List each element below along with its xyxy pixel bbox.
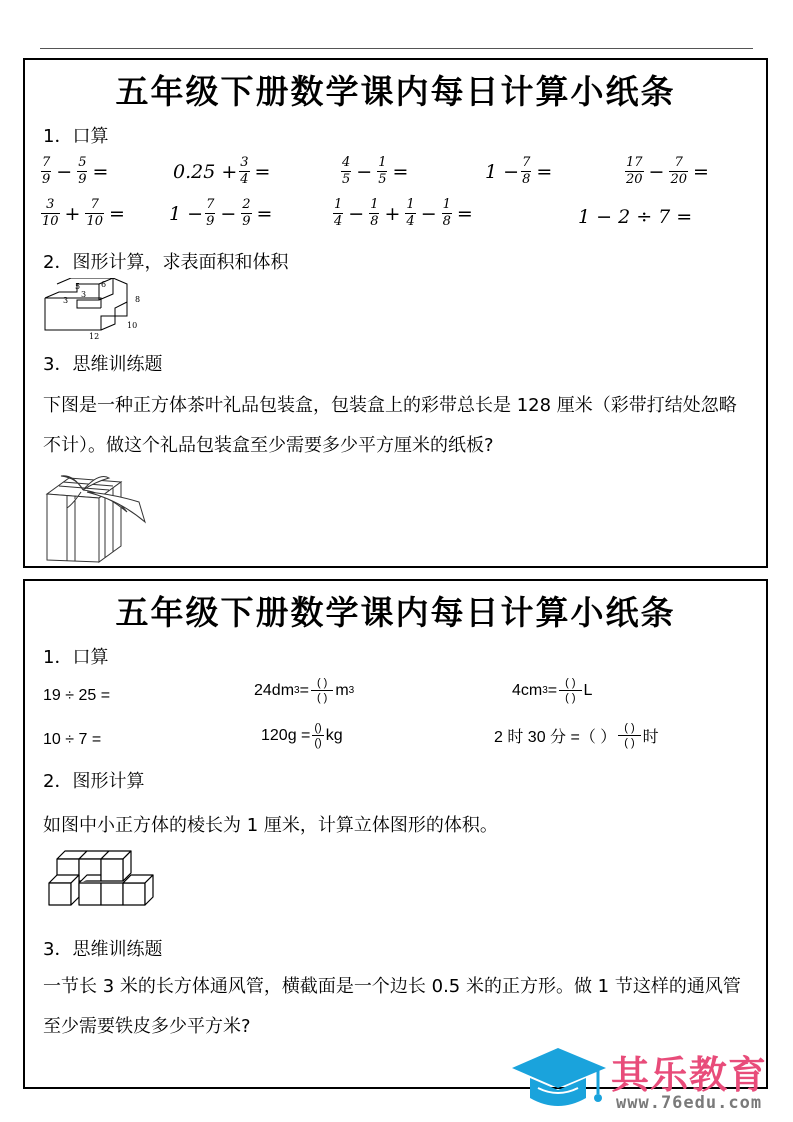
oral-problem-d1: 10 ÷ 7 = <box>43 731 102 748</box>
unit-conversion-c2: 24dm 3 = $\frac{( )}{( )}$ m 3 <box>254 677 355 704</box>
brand-url: www.76edu.com <box>616 1093 763 1113</box>
section-oral-heading: 1．口算 <box>43 647 109 668</box>
oral-problem-b2: 1 − $\frac{7}{9}$ − $\frac{2}{9}$ = <box>169 197 273 229</box>
problem-text: 下图是一种正方体茶叶礼品包装盒，包装盒上的彩带总长是 128 厘米（彩带打结处忽略不计）。做这个礼品包装盒至少需要多少平方厘米的纸板? <box>43 395 737 456</box>
unit-conversion-c3: 4cm 3 = $\frac{( )}{( )}$ L <box>512 677 593 704</box>
oral-problem-a2: 0.25 + $\frac{3}{4}$ = <box>173 155 271 187</box>
section-figure-heading: 2．图形计算 <box>43 771 145 792</box>
section-thinking-heading: 3．思维训练题 <box>43 939 163 960</box>
oral-problem-a1: $\frac{7}{9}$ − $\frac{5}{9}$ = <box>42 155 109 187</box>
figure-description: 如图中小正方体的棱长为 1 厘米，计算立体图形的体积。 <box>43 815 498 836</box>
oral-problem-a3: $\frac{4}{5}$ − $\frac{1}{5}$ = <box>342 155 409 187</box>
worksheet-card-1 <box>23 58 768 568</box>
brand-logo <box>508 1040 788 1120</box>
fig-label: 3 <box>81 290 87 299</box>
oral-problem-b3: $\frac{1}{4}$ − $\frac{1}{8}$ + $\frac{1}{4}$ − $\frac{1}{8}$ = <box>334 197 473 229</box>
stepped-solid-figure <box>39 278 149 340</box>
worksheet-card-2 <box>23 579 768 1089</box>
unit-conversion-d3: 2 时 30 分 =（ ） $\frac{( )}{( )}$ 时 <box>494 722 659 749</box>
gift-box-figure <box>43 472 153 564</box>
fig-label: 8 <box>135 295 141 304</box>
fig-label: 3 <box>63 296 69 305</box>
card-title: 五年级下册数学课内每日计算小纸条 <box>115 593 676 632</box>
section-oral-heading: 1．口算 <box>43 126 109 147</box>
brand-name: 其乐教育 <box>611 1053 768 1097</box>
unit-conversion-d2: 120g = $\frac{()}{()}$ kg <box>261 722 343 749</box>
oral-problem-b1: $\frac{3}{10}$ + $\frac{7}{10}$ = <box>42 197 125 229</box>
section-figure-heading: 2．图形计算，求表面积和体积 <box>43 252 289 273</box>
stacked-cubes-figure <box>45 847 155 919</box>
oral-problem-b4: 1 − 2 ÷ 7 = <box>578 206 693 228</box>
oral-problem-a4: 1 − $\frac{7}{8}$ = <box>485 155 553 187</box>
section-thinking-heading: 3．思维训练题 <box>43 354 163 375</box>
card-title: 五年级下册数学课内每日计算小纸条 <box>115 72 676 111</box>
top-rule <box>40 48 753 49</box>
fig-label: 10 <box>127 321 138 330</box>
fig-label: 6 <box>101 280 107 289</box>
graduation-cap-icon <box>508 1042 610 1118</box>
fig-label: 12 <box>89 332 100 340</box>
oral-problem-c1: 19 ÷ 25 = <box>43 687 111 704</box>
problem-text: 一节长 3 米的长方体通风管，横截面是一个边长 0.5 米的正方形。做 1 节这样的通风管至少需要铁皮多少平方米? <box>43 976 741 1037</box>
oral-problem-a5: $\frac{17}{20}$ − $\frac{7}{20}$ = <box>626 155 709 187</box>
fig-label: 5 <box>75 282 81 291</box>
